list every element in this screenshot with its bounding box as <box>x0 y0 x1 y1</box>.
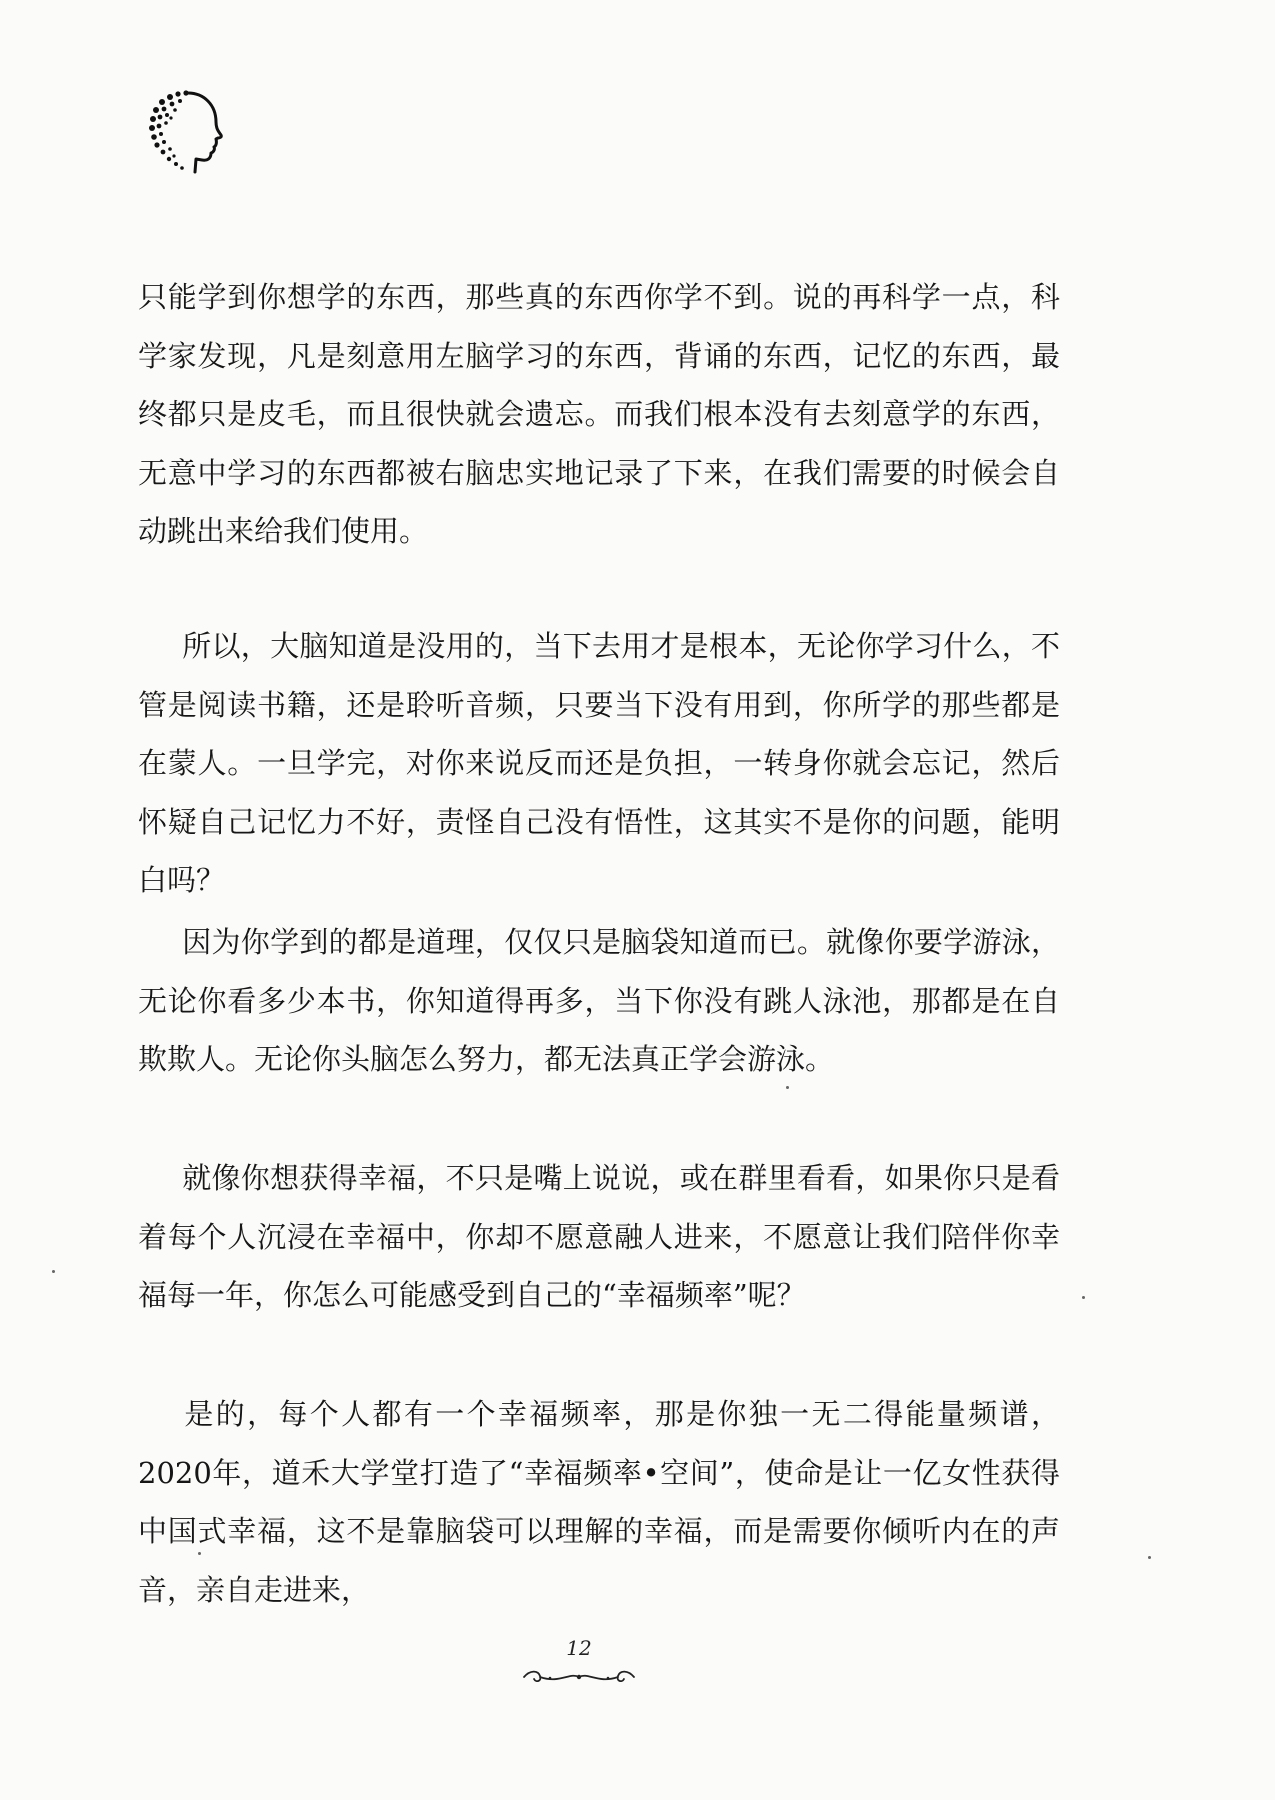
paragraph-5 <box>138 1385 1060 1619</box>
paragraph-1 <box>138 268 1060 561</box>
ornament-flourish-icon <box>520 1666 638 1688</box>
page-number: 12 <box>566 1636 592 1660</box>
paragraph-text-content: 是的，每个人都有一个幸福频率，那是你独一无二得能量频谱，2020年，道禾大学堂打造了“幸福频率•空间”，使命是让一亿女性获得中国式幸福，这不是靠脑袋可以理解的幸福，而是需要你倾听内在的声音，亲自走进来， <box>138 1397 1060 1607</box>
scan-speck <box>1082 1296 1085 1299</box>
paragraph-3 <box>138 913 1060 1089</box>
paragraph-text <box>138 617 1060 910</box>
paragraph-text: 只能学到你想学的东西，那些真的东西你学不到。说的再科学一点，科学家发现，凡是刻意用左脑学习的东西，背诵的东西，记忆的东西，最终都只是皮毛，而且很快就会遗忘。而我们根本没有去刻意学的东西，无意中学习的东西都被右脑忠实地记录了下来，在我们需要的时候会自动跳出来给我们使用。 <box>138 280 1060 548</box>
page-footer <box>520 1636 638 1706</box>
paragraph-text <box>138 1385 1060 1619</box>
paragraph-text-content: 因为你学到的都是道理，仅仅只是脑袋知道而已。就像你要学游泳，无论你看多少本书，你知道得再多，当下你没有跳人泳池，那都是在自欺欺人。无论你头脑怎么努力，都无法真正学会游泳。 <box>138 925 1060 1076</box>
scan-speck <box>52 1270 55 1273</box>
paragraph-2 <box>138 617 1060 910</box>
scan-speck <box>786 1086 789 1089</box>
scan-speck <box>1148 1556 1151 1559</box>
paragraph-text <box>138 1149 1060 1325</box>
paragraph-text <box>138 913 1060 1089</box>
head-profile-logo-icon <box>148 88 224 174</box>
paragraph-text-content: 所以，大脑知道是没用的，当下去用才是根本，无论你学习什么，不管是阅读书籍，还是聆听音频，只要当下没有用到，你所学的那些都是在蒙人。一旦学完，对你来说反而还是负担，一转身你就会忘记，然后怀疑自己记忆力不好，责怪自己没有悟性，这其实不是你的问题，能明白吗？ <box>138 629 1060 897</box>
paragraph-text-content: 就像你想获得幸福，不只是嘴上说说，或在群里看看，如果你只是看着每个人沉浸在幸福中，你却不愿意融人进来，不愿意让我们陪伴你幸福每一年，你怎么可能感受到自己的“幸福频率”呢？ <box>138 1161 1060 1312</box>
paragraph-4 <box>138 1149 1060 1325</box>
scan-speck <box>198 1552 201 1555</box>
